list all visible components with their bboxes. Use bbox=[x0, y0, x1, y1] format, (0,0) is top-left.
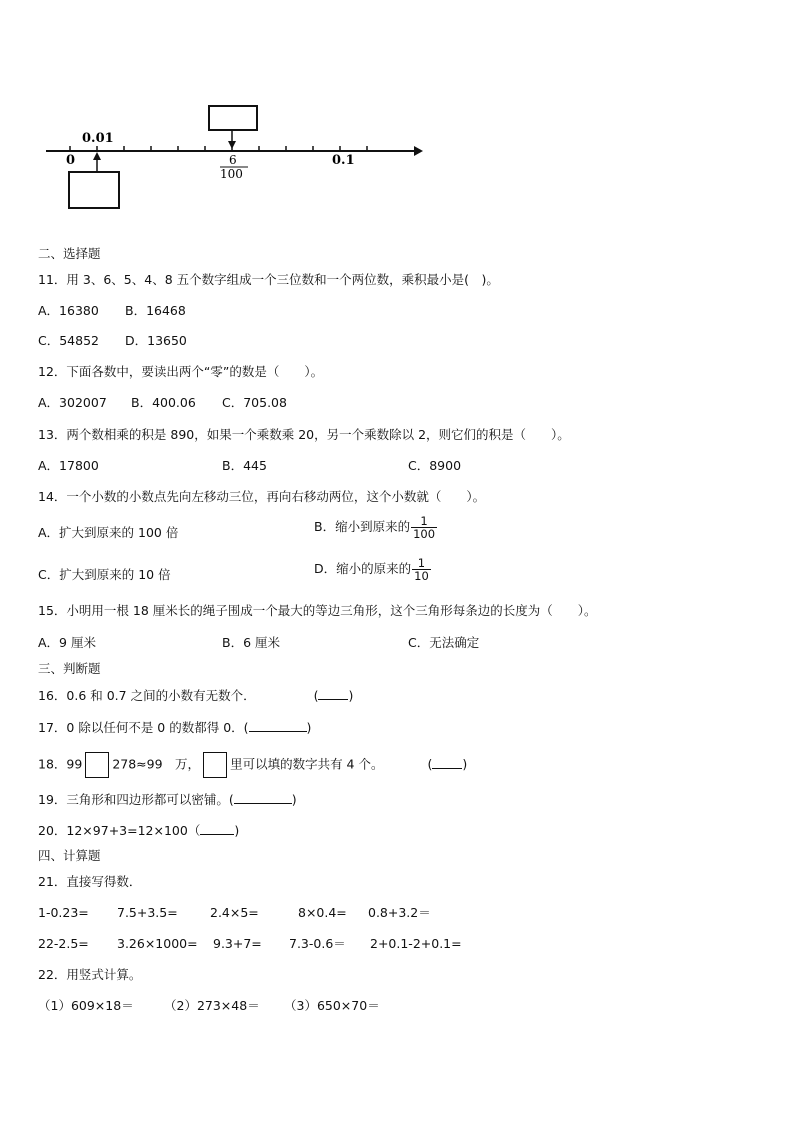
q20-paren-right: ) bbox=[234, 823, 240, 838]
question-20 bbox=[38, 822, 239, 839]
number-line-figure bbox=[40, 100, 470, 220]
q17-answer-blank[interactable] bbox=[249, 719, 307, 732]
q12-option-c[interactable]: C．705.08 bbox=[222, 395, 287, 410]
q19-text: 19．三角形和四边形都可以密铺。( bbox=[38, 792, 234, 807]
q21-r2-item-4: 7.3-0.6＝ bbox=[289, 936, 346, 951]
q18-suffix: 里可以填的数字共有 4 个。 bbox=[230, 756, 384, 772]
question-13: 13．两个数相乘的积是 890，如果一个乘数乘 20，另一个乘数除以 2，则它们的积是（ ）。 bbox=[38, 427, 570, 442]
label-zero: 0 bbox=[66, 153, 76, 168]
q12-option-a[interactable]: A．302007 bbox=[38, 395, 107, 410]
label-6-over-100-den: 100 bbox=[220, 167, 243, 181]
q14-option-d-label: D．缩小的原来的 bbox=[314, 561, 412, 576]
q14-option-b-label: B．缩小到原来的 bbox=[314, 519, 411, 534]
q21-r1-item-4: 8×0.4= bbox=[298, 905, 347, 920]
q14-option-d[interactable] bbox=[314, 557, 431, 582]
section-title-calc: 四、计算题 bbox=[38, 848, 101, 863]
q19-answer-blank[interactable] bbox=[234, 791, 292, 804]
question-17 bbox=[38, 719, 311, 736]
q21-r2-item-2: 3.26×1000= bbox=[117, 936, 198, 951]
q11-option-b[interactable]: B．16468 bbox=[125, 303, 186, 318]
question-11: 11．用 3、6、5、4、8 五个数字组成一个三位数和一个两位数，乘积最小是( )。 bbox=[38, 272, 499, 287]
q14-option-b[interactable] bbox=[314, 515, 437, 540]
fraction-1-100: $\frac{1}{100}$ bbox=[413, 514, 436, 541]
q18-paren-right: ) bbox=[462, 756, 468, 772]
q22-item-3: （3）650×70＝ bbox=[284, 998, 380, 1013]
q18-answer-blank[interactable] bbox=[432, 756, 462, 769]
q16-text: 16．0.6 和 0.7 之间的小数有无数个． bbox=[38, 688, 256, 703]
question-22: 22．用竖式计算。 bbox=[38, 967, 142, 982]
q12-option-b[interactable]: B．400.06 bbox=[131, 395, 196, 410]
question-19 bbox=[38, 791, 297, 808]
q19-paren-right: ) bbox=[291, 792, 297, 807]
label-0-1: 0.1 bbox=[332, 153, 355, 168]
q14-option-a[interactable]: A．扩大到原来的 100 倍 bbox=[38, 525, 179, 540]
q20-text: 20．12×97+3=12×100（ bbox=[38, 823, 201, 838]
arrow-down-head bbox=[228, 141, 236, 149]
question-18 bbox=[38, 752, 467, 778]
question-12: 12．下面各数中，要读出两个“零”的数是（ ）。 bbox=[38, 364, 324, 379]
q20-answer-blank[interactable] bbox=[200, 822, 234, 835]
section-title-judge: 三、判断题 bbox=[38, 661, 101, 676]
q21-r1-item-3: 2.4×5= bbox=[210, 905, 259, 920]
q11-option-a[interactable]: A．16380 bbox=[38, 303, 99, 318]
q21-r1-item-5: 0.8+3.2＝ bbox=[368, 905, 431, 920]
section-title-choice: 二、选择题 bbox=[38, 246, 101, 261]
question-15: 15．小明用一根 18 厘米长的绳子围成一个最大的等边三角形，这个三角形每条边的长度为（ ）。 bbox=[38, 603, 597, 618]
q18-mid: 278≈99 万， bbox=[112, 756, 201, 772]
answer-box-top[interactable] bbox=[209, 106, 257, 130]
q21-r1-item-2: 7.5+3.5= bbox=[117, 905, 178, 920]
q18-prefix: 18．99 bbox=[38, 756, 83, 772]
number-line-arrowhead bbox=[414, 146, 423, 156]
answer-box-bottom[interactable] bbox=[69, 172, 119, 208]
q21-r2-item-1: 22-2.5= bbox=[38, 936, 89, 951]
q22-item-1: （1）609×18＝ bbox=[38, 998, 134, 1013]
q21-r2-item-5: 2+0.1-2+0.1= bbox=[370, 936, 462, 951]
fraction-1-10: $\frac{1}{10}$ bbox=[414, 556, 429, 583]
question-21: 21．直接写得数． bbox=[38, 874, 142, 889]
q16-paren-right: ) bbox=[348, 688, 354, 703]
q22-item-2: （2）273×48＝ bbox=[164, 998, 260, 1013]
q15-option-a[interactable]: A．9 厘米 bbox=[38, 635, 96, 650]
q21-r1-item-1: 1-0.23= bbox=[38, 905, 89, 920]
label-0-01: 0.01 bbox=[82, 131, 114, 146]
q11-option-d[interactable]: D．13650 bbox=[125, 333, 187, 348]
q13-option-a[interactable]: A．17800 bbox=[38, 458, 99, 473]
q11-option-c[interactable]: C．54852 bbox=[38, 333, 99, 348]
question-16 bbox=[38, 687, 353, 704]
question-14: 14．一个小数的小数点先向左移动三位，再向右移动两位，这个小数就（ ）。 bbox=[38, 489, 486, 504]
q17-text: 17．0 除以任何不是 0 的数都得 0．( bbox=[38, 720, 249, 735]
q14-option-c[interactable]: C．扩大到原来的 10 倍 bbox=[38, 567, 171, 582]
q18-digit-box[interactable] bbox=[85, 752, 109, 778]
q18-paren-left: ( bbox=[427, 756, 433, 772]
q16-paren-left: ( bbox=[313, 688, 319, 703]
q13-option-c[interactable]: C．8900 bbox=[408, 458, 462, 473]
q16-answer-blank[interactable] bbox=[318, 687, 348, 700]
q15-option-c[interactable]: C．无法确定 bbox=[408, 635, 480, 650]
q13-option-b[interactable]: B．445 bbox=[222, 458, 267, 473]
q18-box-symbol bbox=[203, 752, 227, 778]
q17-paren-right: ) bbox=[306, 720, 312, 735]
label-6-over-100-num: 6 bbox=[229, 153, 237, 167]
arrow-up-head bbox=[93, 152, 101, 160]
q21-r2-item-3: 9.3+7= bbox=[213, 936, 262, 951]
q15-option-b[interactable]: B．6 厘米 bbox=[222, 635, 281, 650]
